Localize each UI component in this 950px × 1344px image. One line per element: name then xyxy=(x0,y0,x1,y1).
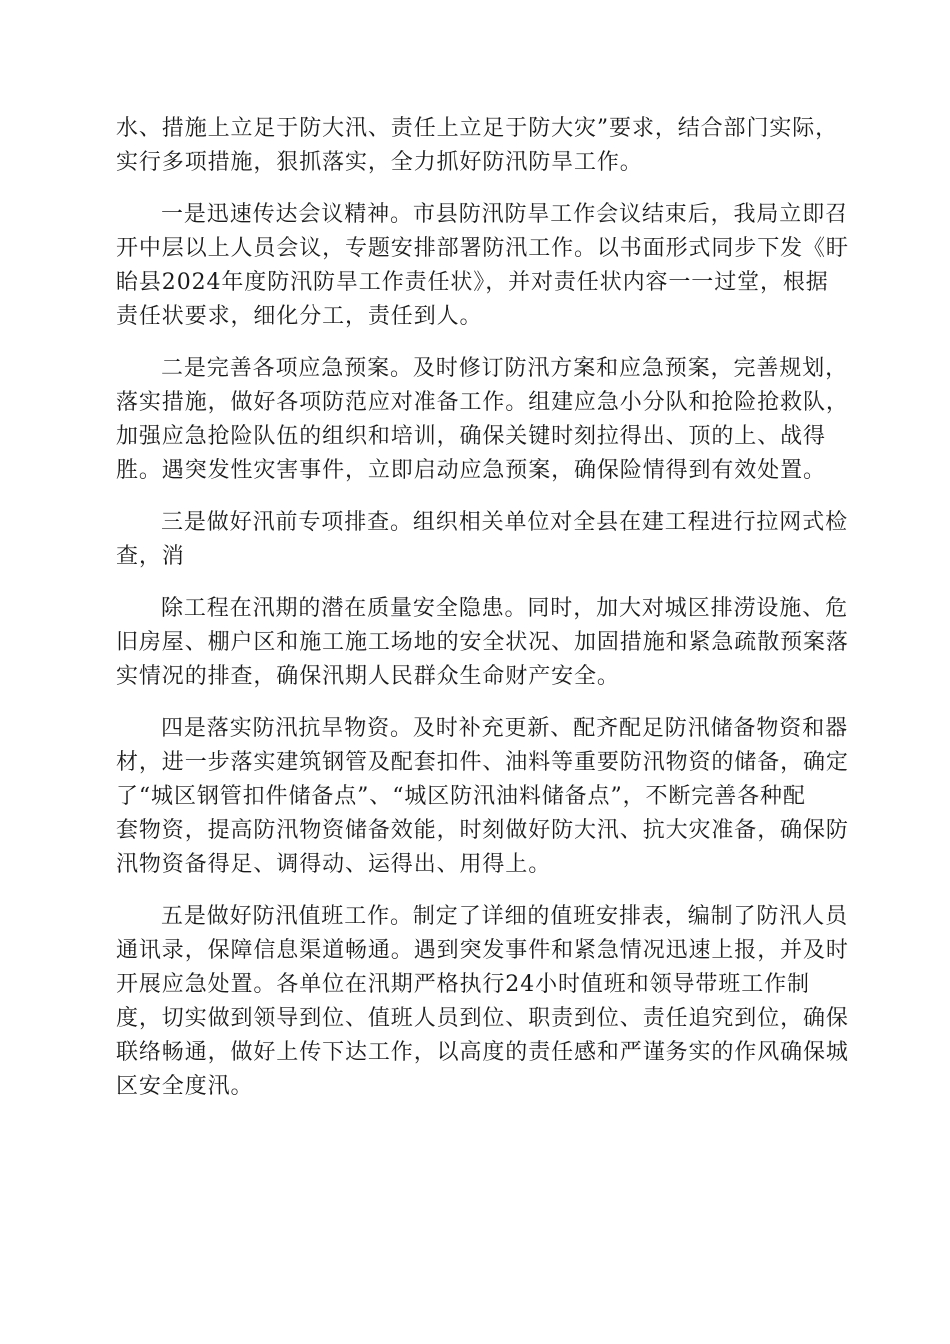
paragraph-line: 除工程在汛期的潜在质量安全隐患。同时，加大对城区排涝设施、危 xyxy=(161,596,849,621)
paragraph-line: 套物资，提高防汛物资储备效能，时刻做好防大汛、抗大灾准备，确保防 xyxy=(116,818,849,843)
paragraph-line: 了“城区钢管扣件储备点”、“城区防汛油料储备点”，不断完善各种配 xyxy=(116,784,806,809)
paragraph-line: 旧房屋、棚户区和施工施工场地的安全状况、加固措施和紧急疏散预案落 xyxy=(116,630,849,655)
paragraph xyxy=(116,506,849,574)
paragraph-line: 三是做好汛前专项排查。组织相关单位对全县在建工程进行拉网式检 xyxy=(161,510,849,535)
paragraph-line: 胜。遇突发性灾害事件，立即启动应急预案，确保险情得到有效处置。 xyxy=(116,458,826,483)
paragraph-line: 区安全度汛。 xyxy=(116,1074,254,1099)
paragraph-line: 水、措施上立足于防大汛、责任上立足于防大灾”要求，结合部门实际， xyxy=(116,116,839,141)
paragraph-line: 度，切实做到领导到位、值班人员到位、职责到位、责任追究到位，确保 xyxy=(116,1006,849,1031)
paragraph xyxy=(116,198,849,334)
paragraph-line: 实行多项措施，狠抓落实，全力抓好防汛防旱工作。 xyxy=(116,150,643,175)
paragraph-line: 联络畅通，做好上传下达工作，以高度的责任感和严谨务实的作风确保城 xyxy=(116,1040,849,1065)
paragraph xyxy=(116,900,849,1104)
paragraph-line: 实情况的排查，确保汛期人民群众生命财产安全。 xyxy=(116,664,620,689)
paragraph xyxy=(116,112,839,180)
paragraph xyxy=(116,712,849,882)
paragraph xyxy=(116,352,849,488)
paragraph-line: 通讯录，保障信息渠道畅通。遇到突发事件和紧急情况迅速上报，并及时 xyxy=(116,938,849,963)
paragraph-line: 加强应急抢险队伍的组织和培训，确保关键时刻拉得出、顶的上、战得 xyxy=(116,424,826,449)
document-body xyxy=(116,112,849,1122)
paragraph-line: 眙县2024年度防汛防旱工作责任状》，并对责任状内容一一过堂，根据 xyxy=(116,270,829,295)
paragraph-line: 一是迅速传达会议精神。市县防汛防旱工作会议结束后，我局立即召 xyxy=(161,202,849,227)
paragraph-line: 开中层以上人员会议，专题安排部署防汛工作。以书面形式同步下发《盱 xyxy=(116,236,849,261)
paragraph-line: 查，消 xyxy=(116,544,185,569)
paragraph-line: 开展应急处置。各单位在汛期严格执行24小时值班和领导带班工作制 xyxy=(116,972,810,997)
paragraph-line: 责任状要求，细化分工，责任到人。 xyxy=(116,304,483,329)
paragraph-line: 材，进一步落实建筑钢管及配套扣件、油料等重要防汛物资的储备，确定 xyxy=(116,750,849,775)
paragraph-line: 汛物资备得足、调得动、运得出、用得上。 xyxy=(116,852,552,877)
paragraph-line: 落实措施，做好各项防范应对准备工作。组建应急小分队和抢险抢救队， xyxy=(116,390,849,415)
paragraph-line: 四是落实防汛抗旱物资。及时补充更新、配齐配足防汛储备物资和器 xyxy=(161,716,849,741)
paragraph-line: 二是完善各项应急预案。及时修订防汛方案和应急预案，完善规划， xyxy=(161,356,849,381)
paragraph xyxy=(116,592,849,694)
paragraph-line: 五是做好防汛值班工作。制定了详细的值班安排表，编制了防汛人员 xyxy=(161,904,849,929)
